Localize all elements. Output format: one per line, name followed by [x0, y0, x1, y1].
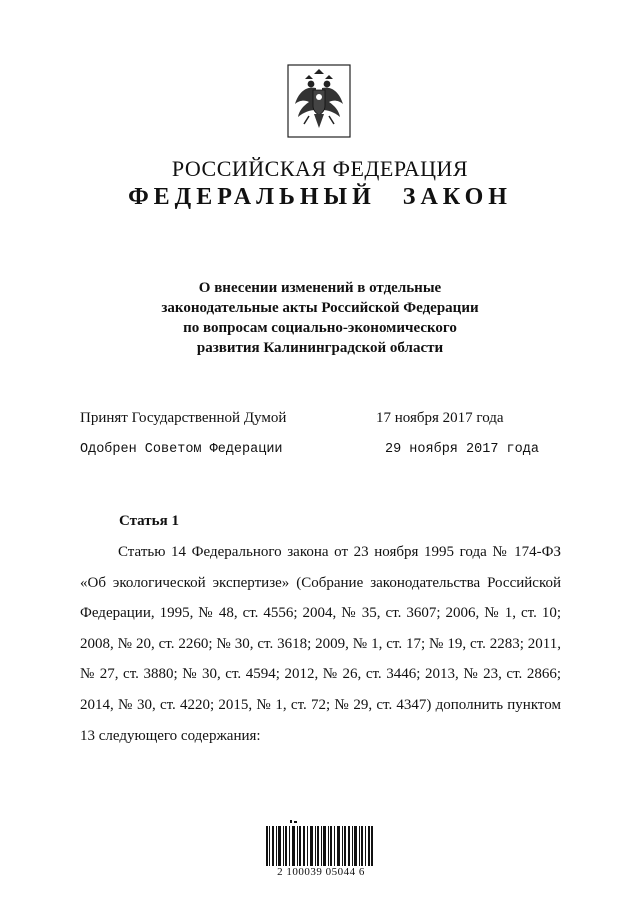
- title-line: законодательные акты Российской Федерации: [161, 300, 479, 316]
- article-heading: Статья 1: [119, 513, 179, 529]
- council-approval-date: 29 ноября 2017 года: [385, 442, 539, 457]
- duma-adoption-label: Принят Государственной Думой: [80, 410, 287, 426]
- duma-adoption-date: 17 ноября 2017 года: [376, 410, 504, 426]
- barcode-number: 2 100039 05044 6: [277, 866, 365, 878]
- coat-of-arms-icon: [287, 64, 351, 138]
- council-approval-label: Одобрен Советом Федерации: [80, 442, 283, 457]
- law-title: [0, 278, 640, 358]
- title-line: по вопросам социально-экономического: [183, 320, 457, 336]
- article-body-text: Статью 14 Федерального закона от 23 ноября 1995 года № 174-ФЗ «Об экологической экспертизе» (Собрание законодательства Российской Федерации, 1995, № 48, ст. 4556; 2004, № 35, ст. 3607; 2006, № 1, ст. 10; 2008, № 20, ст. 2260; № 30, ст. 3618; 2009, № 1, ст. 17; № 19, ст. 2283; 2011, № 27, ст. 3880; № 30, ст. 4594; 2012, № 26, ст. 3446; 2013, № 23, ст. 2866; 2014, № 30, ст. 4220; 2015, № 1, ст. 72; № 29, ст. 4347) дополнить пунктом 13 следующего содержания:: [80, 544, 561, 744]
- title-line: О внесении изменений в отдельные: [198, 280, 442, 296]
- title-line: развития Калининградской области: [196, 340, 444, 356]
- barcode-icon: [266, 820, 374, 868]
- country-name: РОССИЙСКАЯ ФЕДЕРАЦИЯ: [171, 156, 469, 181]
- document-type: ФЕДЕРАЛЬНЫЙ ЗАКОН: [128, 184, 512, 210]
